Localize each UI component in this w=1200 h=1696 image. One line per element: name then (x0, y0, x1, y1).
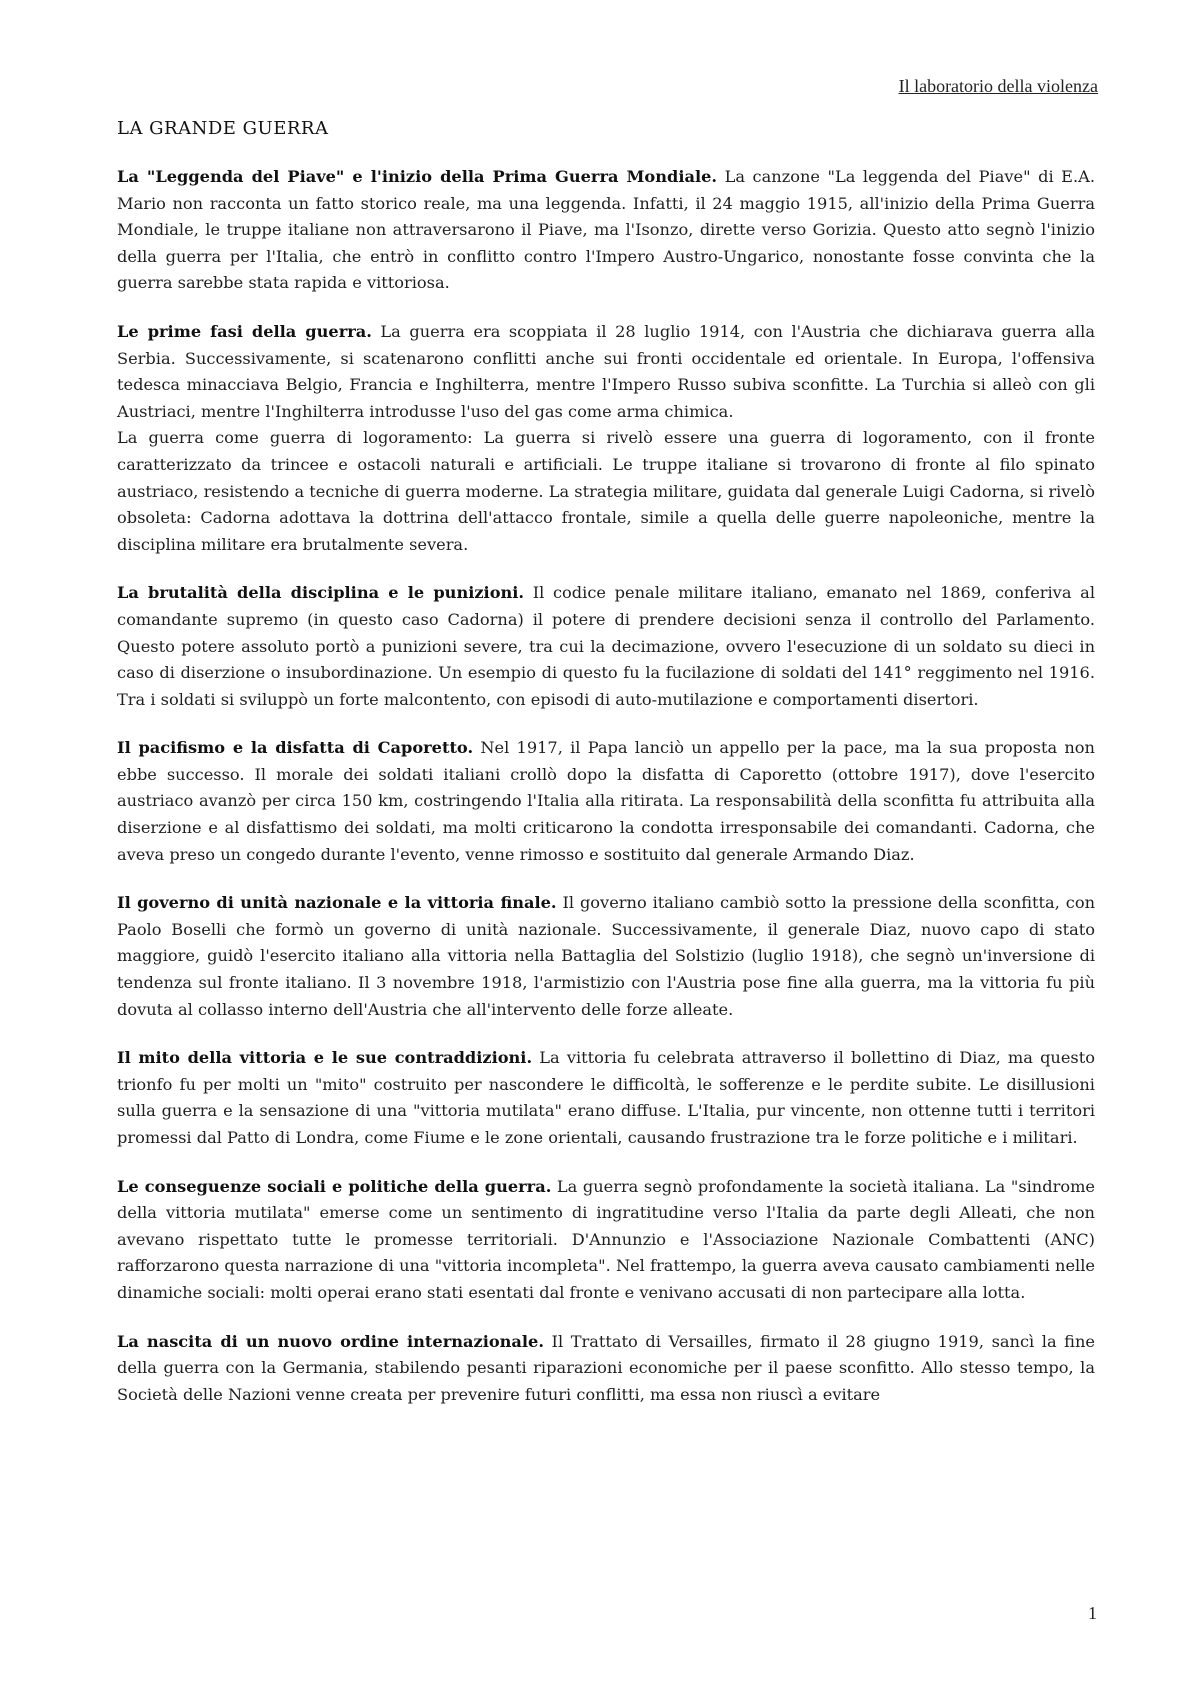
section-logoramento: La guerra come guerra di logoramento: La guerra si rivelò essere una guerra di logoramento, con il fronte caratterizzato da trincee e ostacoli naturali e artificiali. Le truppe italiane si trovarono di fronte al filo spinato austriaco, resistendo a tecniche di guerra moderne. La strategia militare, guidata dal generale Luigi Cadorna, si rivelò obsoleta: Cadorna adottava la dottrina dell'attacco frontale, simile a quella delle guerre napoleoniche, mentre la disciplina militare era brutalmente severa. (117, 428, 1095, 554)
section-heading: Il pacifismo e la disfatta di Caporetto. (117, 738, 474, 758)
section-heading: Il mito della vittoria e le sue contraddizioni. (117, 1048, 533, 1068)
section-prime-fasi (117, 319, 1095, 425)
section-heading: La nascita di un nuovo ordine internazionale. (117, 1331, 544, 1351)
running-header: Il laboratorio della violenza (898, 76, 1098, 96)
section-text: Il Trattato di Versailles, firmato il 28 giugno 1919, sancì la fine della guerra con la Germania, stabilendo pesanti riparazioni economiche per il paese sconfitto. Allo stesso tempo, la Società delle Nazioni venne creata per prevenire futuri conflitti, ma essa non riuscì a evitare (117, 1331, 1095, 1404)
section-text: La guerra segnò profondamente la società italiana. La "sindrome della vittoria mutilata" emerse come un sentimento di ingratitudine verso l'Italia da parte degli Alleati, che non avevano rispettato tutte le promesse territoriali. D'Annunzio e l'Associazione Nazionale Combattenti (ANC) rafforzarono questa narrazione di una "vittoria incompleta". Nel frattempo, la guerra aveva causato cambiamenti nelle dinamiche sociali: molti operai erano stati esentati dal fronte e venivano accusati di non partecipare alla lotta. (117, 1176, 1095, 1302)
section-text: Il governo italiano cambiò sotto la pressione della sconfitta, con Paolo Boselli che formò un governo di unità nazionale. Successivamente, il generale Diaz, nuovo capo di stato maggiore, guidò l'esercito italiano alla vittoria nella Battaglia del Solstizio (luglio 1918), che segnò un'inversione di tendenza sul fronte italiano. Il 3 novembre 1918, l'armistizio con l'Austria pose fine alla guerra, ma la vittoria fu più dovuta al collasso interno dell'Austria che all'intervento delle forze alleate. (117, 893, 1095, 1019)
section-heading: La "Leggenda del Piave" e l'inizio della Prima Guerra Mondiale. (117, 167, 718, 186)
section-text: La canzone "La leggenda del Piave" di E.A. Mario non racconta un fatto storico reale, ma una leggenda. Infatti, il 24 maggio 1915, all'inizio della Prima Guerra Mondiale, le truppe italiane non attraversarono il Piave, ma l'Isonzo, dirette verso Gorizia. Questo atto segnò l'inizio della guerra per l'Italia, che entrò in conflitto contro l'Impero Austro-Ungarico, nonostante fosse convinta che la guerra sarebbe stata rapida e vittoriosa. (117, 167, 1095, 293)
section-mito-vittoria (117, 1045, 1095, 1151)
section-heading: Le prime fasi della guerra. (117, 321, 372, 341)
section-heading: Le conseguenze sociali e politiche della guerra. (117, 1176, 552, 1196)
section-heading: La brutalità della disciplina e le punizioni. (117, 583, 525, 603)
section-disciplina (117, 580, 1095, 713)
section-text: Il codice penale militare italiano, emanato nel 1869, conferiva al comandante supremo (in questo caso Cadorna) il potere di prendere decisioni senza il controllo del Parlamento. Questo potere assoluto portò a punizioni severe, tra cui la decimazione, ovvero l'esecuzione di un soldato su dieci in caso di diserzione o insubordinazione. Un esempio di questo fu la fucilazione di soldati del 141° reggimento nel 1916. Tra i soldati si sviluppò un forte malcontento, con episodi di auto-mutilazione e comportamenti disertori. (117, 583, 1095, 709)
section-ordine-internazionale (117, 1329, 1095, 1409)
section-caporetto (117, 735, 1095, 868)
section-text: Nel 1917, il Papa lanciò un appello per la pace, ma la sua proposta non ebbe successo. Il morale dei soldati italiani crollò dopo la disfatta di Caporetto (ottobre 1917), dove l'esercito austriaco avanzò per circa 150 km, costringendo l'Italia alla ritirata. La responsabilità della sconfitta fu attribuita alla diserzione e al disfattismo dei soldati, ma molti criticarono la condotta irresponsabile dei comandanti. Cadorna, che aveva preso un congedo durante l'evento, venne rimosso e sostituito dal generale Armando Diaz. (117, 738, 1095, 864)
section-text: La guerra era scoppiata il 28 luglio 1914, con l'Austria che dichiarava guerra alla Serbia. Successivamente, si scatenarono conflitti anche sui fronti occidentale ed orientale. In Europa, l'offensiva tedesca minacciava Belgio, Francia e Inghilterra, mentre l'Impero Russo subiva sconfitte. La Turchia si alleò con gli Austriaci, mentre l'Inghilterra introdusse l'uso del gas come arma chimica. (117, 321, 1095, 421)
section-conseguenze (117, 1174, 1095, 1307)
document-body (117, 164, 1095, 1430)
section-text: La vittoria fu celebrata attraverso il bollettino di Diaz, ma questo trionfo fu per molti un "mito" costruito per nascondere le difficoltà, le sofferenze e le perdite subite. Le disillusioni sulla guerra e la sensazione di una "vittoria mutilata" erano diffuse. L'Italia, pur vincente, non ottenne tutti i territori promessi dal Patto di Londra, come Fiume e le zone orientali, causando frustrazione tra le forze politiche e i militari. (117, 1048, 1095, 1147)
page-number: 1 (1088, 1603, 1097, 1623)
section-heading: Il governo di unità nazionale e la vittoria finale. (117, 893, 557, 913)
section-unita-nazionale (117, 890, 1095, 1023)
document-title: LA GRANDE GUERRA (117, 118, 329, 139)
section-piave (117, 164, 1095, 297)
